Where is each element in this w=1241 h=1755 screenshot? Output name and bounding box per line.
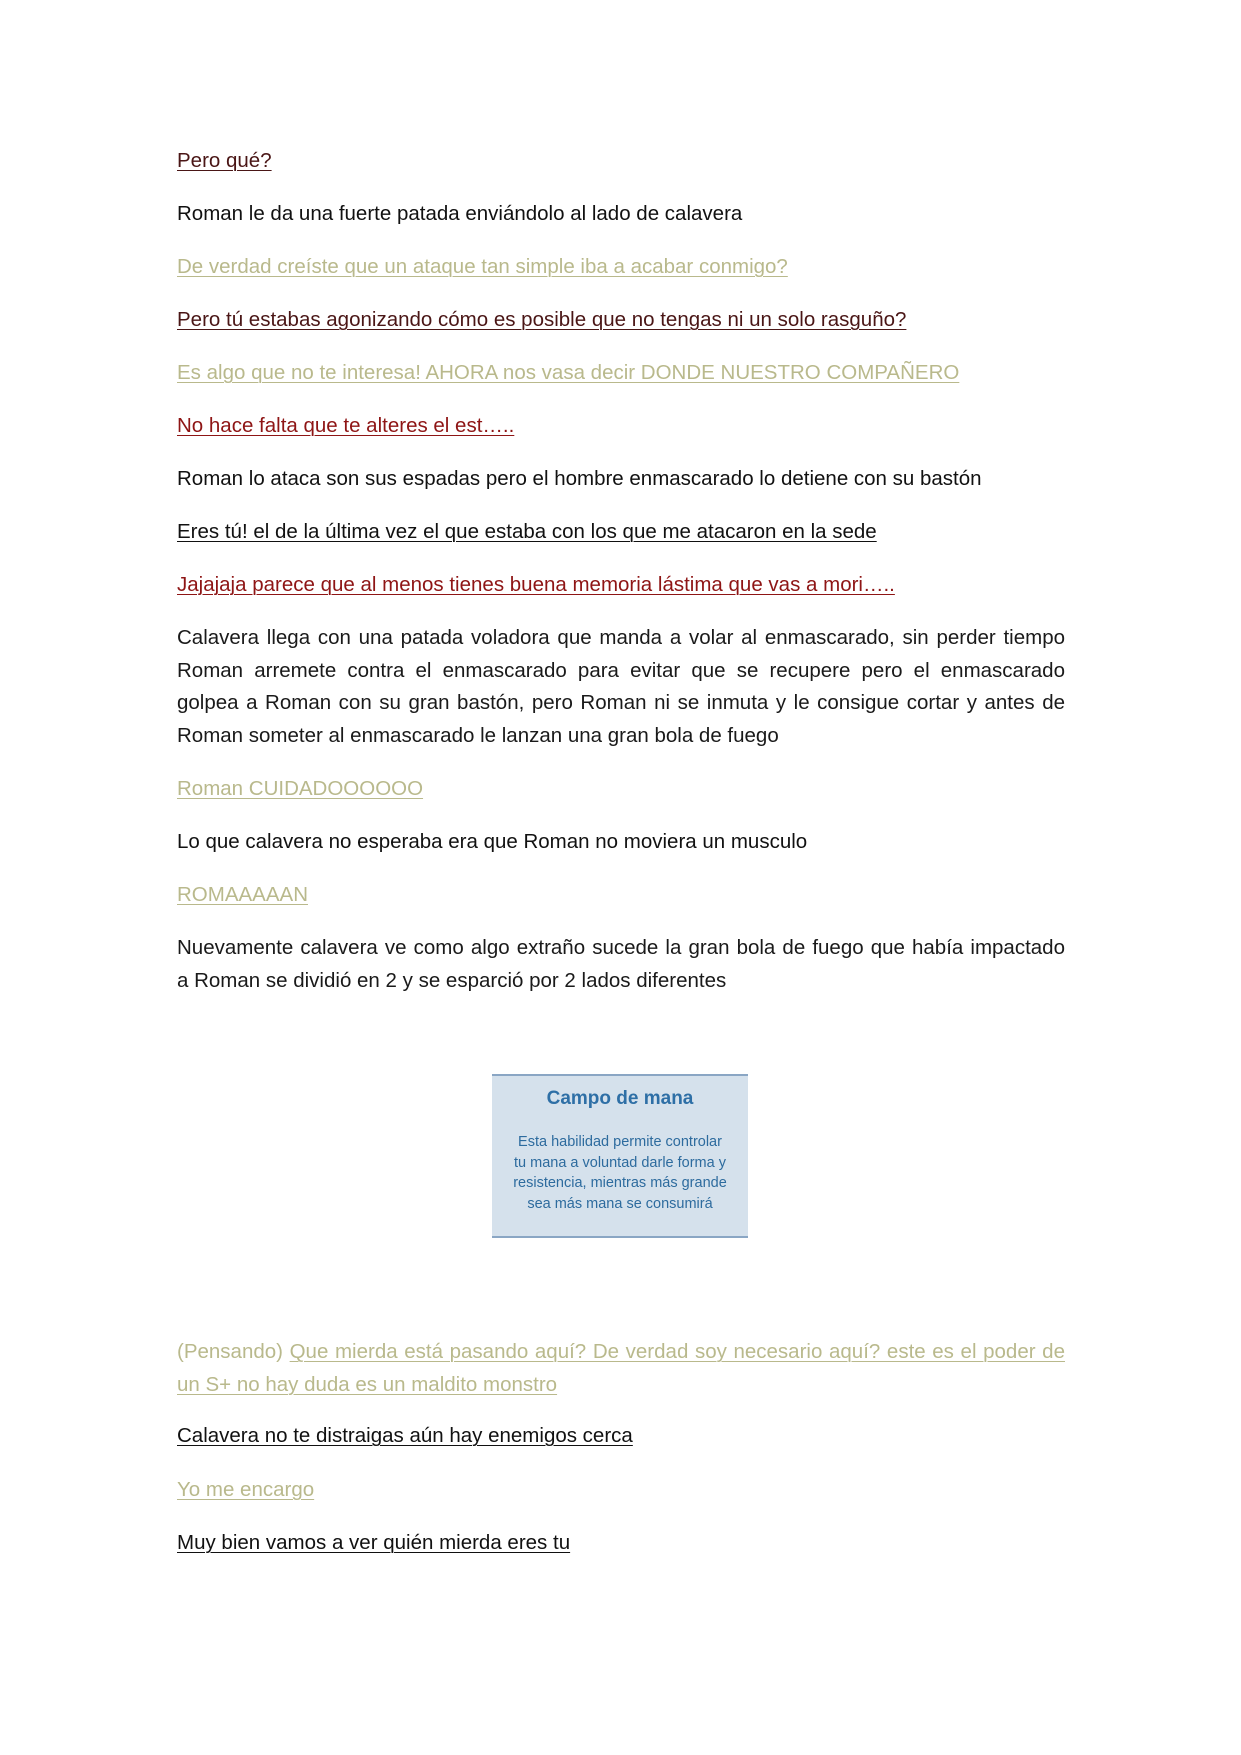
skill-description-line: sea más mana se consumirá [527,1195,713,1212]
skill-description-line: tu mana a voluntad darle forma y [514,1154,726,1171]
narration-line: Lo que calavera no esperaba era que Roman no moviera un musculo [177,830,808,853]
paragraph-line: a Roman se dividió en 2 y se esparció por 2 lados diferentes [177,968,727,992]
narration-paragraph [177,622,1065,752]
dialogue-line: Es algo que no te interesa! AHORA nos vasa decir DONDE NUESTRO COMPAÑERO [177,361,960,384]
dialogue-line: No hace falta que te alteres el est….. [177,414,515,437]
thinking-paragraph [177,1336,1065,1401]
thinking-prefix: (Pensando) [177,1340,290,1363]
paragraph-line: Roman someter al enmascarado le lanzan una gran bola de fuego [177,723,779,747]
paragraph-line: Nuevamente calavera ve como algo extraño sucede la gran bola de fuego que había impactado [177,936,1065,959]
paragraph-line: Calavera llega con una patada voladora que manda a volar al enmascarado, sin perder tiempo [177,626,1065,649]
skill-description [502,1132,738,1214]
dialogue-line: De verdad creíste que un ataque tan simple iba a acabar conmigo? [177,255,788,278]
dialogue-line: Calavera no te distraigas aún hay enemigos cerca [177,1424,633,1447]
skill-info-box [492,1074,748,1238]
skill-description-line: resistencia, mientras más grande [513,1175,727,1191]
narration-paragraph [177,932,1065,997]
narration-line: Roman lo ataca son sus espadas pero el hombre enmascarado lo detiene con su bastón [177,467,982,490]
narration-line: Roman le da una fuerte patada enviándolo al lado de calavera [177,202,743,225]
paragraph-line [177,1336,1065,1369]
skill-title: Campo de mana [546,1088,694,1109]
dialogue-line: Muy bien vamos a ver quién mierda eres tu [177,1531,571,1554]
dialogue-line: ROMAAAAAN [177,883,308,906]
thinking-text: un S+ no hay duda es un maldito monstro [177,1372,558,1396]
dialogue-line: Jajajaja parece que al menos tienes buena memoria lástima que vas a mori….. [177,573,895,596]
thinking-text: Que mierda está pasando aquí? De verdad soy necesario aquí? este es el poder de [289,1340,1065,1363]
paragraph-line: golpea a Roman con su gran bastón, pero Roman ni se inmuta y le consigue cortar y antes de [177,691,1065,714]
paragraph-line: Roman arremete contra el enmascarado para evitar que se recupere pero el enmascarado [177,658,1065,682]
dialogue-line: Eres tú! el de la última vez el que estaba con los que me atacaron en la sede [177,520,877,543]
dialogue-line: Pero qué? [177,149,272,172]
dialogue-line: Yo me encargo [177,1478,315,1501]
skill-description-line: Esta habilidad permite controlar [518,1134,722,1150]
dialogue-line: Pero tú estabas agonizando cómo es posible que no tengas ni un solo rasguño? [177,308,907,331]
dialogue-line: Roman CUIDADOOOOOO [177,777,424,800]
